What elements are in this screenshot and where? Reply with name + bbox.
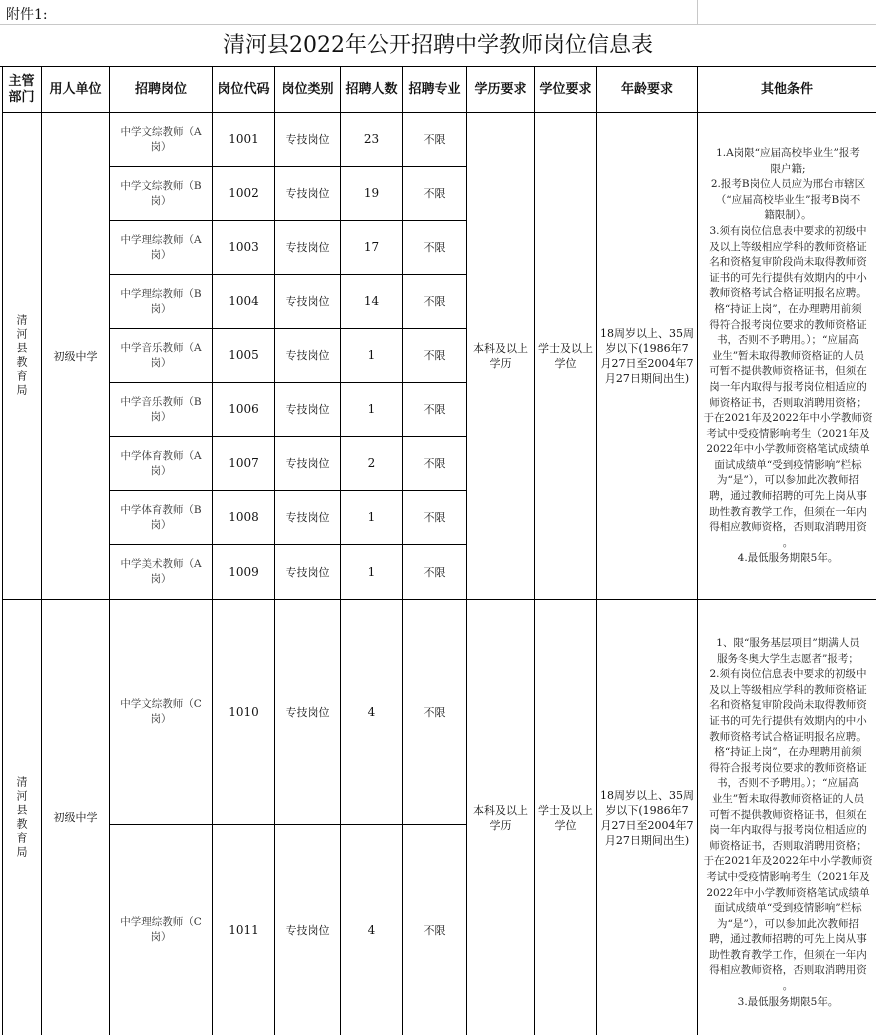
- table-row-count: 17: [341, 221, 403, 275]
- table-row-category: 专技岗位: [275, 275, 341, 329]
- table-row-major: 不限: [403, 491, 467, 545]
- table-row-count: 1: [341, 329, 403, 383]
- group1-age: 18周岁以上、35周岁以下(1986年7月27日至2004年7月27日期间出生): [597, 113, 698, 600]
- table-row-major: 不限: [403, 600, 467, 825]
- table-row-code: 1006: [213, 383, 275, 437]
- table-row-count: 1: [341, 383, 403, 437]
- header-position: 招聘岗位: [110, 67, 213, 113]
- header-dept: 主管部门: [2, 67, 42, 113]
- table-row-major: 不限: [403, 167, 467, 221]
- header-degree: 学位要求: [535, 67, 597, 113]
- group2-education: 本科及以上学历: [467, 600, 535, 1035]
- table-row-count: 1: [341, 545, 403, 600]
- table-row-code: 1009: [213, 545, 275, 600]
- table-row-category: 专技岗位: [275, 329, 341, 383]
- header-category: 岗位类别: [275, 67, 341, 113]
- table-row-major: 不限: [403, 545, 467, 600]
- group1-dept: 清河县教育局: [2, 113, 42, 600]
- table-row-category: 专技岗位: [275, 221, 341, 275]
- table-row-code: 1004: [213, 275, 275, 329]
- table-row-position: 中学理综教师（A岗）: [110, 221, 213, 275]
- table-row-code: 1005: [213, 329, 275, 383]
- table-row-code: 1001: [213, 113, 275, 167]
- table-row-position: 中学文综教师（A岗）: [110, 113, 213, 167]
- table-row-code: 1002: [213, 167, 275, 221]
- group2-unit: 初级中学: [42, 600, 110, 1035]
- grid-line: [697, 0, 698, 25]
- group1-education: 本科及以上学历: [467, 113, 535, 600]
- table-row-major: 不限: [403, 329, 467, 383]
- header-age: 年龄要求: [597, 67, 698, 113]
- header-major: 招聘专业: [403, 67, 467, 113]
- table-row-code: 1011: [213, 825, 275, 1035]
- table-row-category: 专技岗位: [275, 113, 341, 167]
- table-row-major: 不限: [403, 437, 467, 491]
- attachment-row: [0, 0, 876, 25]
- group1-other: 1.A岗限“应届高校毕业生”报考 限户籍; 2.报考B岗位人员应为邢台市辖区 （“应届高校毕业生”报考B岗不 籍限制）。 3.须有岗位信息表中要求的初级中 及以上等级相应学科的教师资格证 名和资格复审阶段尚未取得教师资 证书的可先行提供有效期内的中小 教师资格考试合格证明报名应聘。 格“持证上岗”，在办理聘用前须 得符合报考岗位要求的教师资格证 书，否则不予聘用。）；“应届高 业生”暂未取得教师资格证的人员 可暂不提供教师资格证书，但须在 岗一年内取得与报考岗位相适应的 师资格证书，否则取消聘用资格； 于在2021年及2022年中小学教师资 考试中受疫情影响考生（2021年及 2022年中小学教师资格笔试成绩单 面试成绩单“受到疫情影响”栏标 为“是”），可以参加此次教师招 聘，通过教师招聘的可先上岗从事 助性教育教学工作，但须在一年内 得相应教师资格，否则取消聘用资 。 4.最低服务期限5年。: [698, 113, 876, 600]
- table-row-category: 专技岗位: [275, 600, 341, 825]
- header-education: 学历要求: [467, 67, 535, 113]
- table-row-category: 专技岗位: [275, 825, 341, 1035]
- table-row-position: 中学体育教师（A岗）: [110, 437, 213, 491]
- page-title: 清河县2022年公开招聘中学教师岗位信息表: [0, 25, 876, 67]
- header-code: 岗位代码: [213, 67, 275, 113]
- table-row-count: 23: [341, 113, 403, 167]
- table-row-count: 1: [341, 491, 403, 545]
- table-row-position: 中学音乐教师（B岗）: [110, 383, 213, 437]
- group2-dept: 清河县教育局: [2, 600, 42, 1035]
- table-row-position: 中学体育教师（B岗）: [110, 491, 213, 545]
- table-row-category: 专技岗位: [275, 491, 341, 545]
- header-other: 其他条件: [698, 67, 876, 113]
- table-row-count: 2: [341, 437, 403, 491]
- table-row-position: 中学文综教师（C岗）: [110, 600, 213, 825]
- group2-degree: 学士及以上学位: [535, 600, 597, 1035]
- table-row-code: 1010: [213, 600, 275, 825]
- table-row-major: 不限: [403, 825, 467, 1035]
- header-unit: 用人单位: [42, 67, 110, 113]
- table-row-position: 中学文综教师（B岗）: [110, 167, 213, 221]
- table-row-position: 中学音乐教师（A岗）: [110, 329, 213, 383]
- table-row-count: 19: [341, 167, 403, 221]
- table-row-major: 不限: [403, 113, 467, 167]
- table-row-major: 不限: [403, 221, 467, 275]
- table-row-code: 1007: [213, 437, 275, 491]
- group1-degree: 学士及以上学位: [535, 113, 597, 600]
- table-row-code: 1008: [213, 491, 275, 545]
- table-row-position: 中学美术教师（A岗）: [110, 545, 213, 600]
- table-row-category: 专技岗位: [275, 167, 341, 221]
- attachment-label: 附件1:: [6, 7, 48, 23]
- table-row-count: 4: [341, 600, 403, 825]
- table-row-count: 4: [341, 825, 403, 1035]
- table-row-category: 专技岗位: [275, 545, 341, 600]
- header-count: 招聘人数: [341, 67, 403, 113]
- table-row-major: 不限: [403, 383, 467, 437]
- group1-unit: 初级中学: [42, 113, 110, 600]
- group2-age: 18周岁以上、35周岁以下(1986年7月27日至2004年7月27日期间出生): [597, 600, 698, 1035]
- group2-other: 1、限“服务基层项目”期满人员 服务冬奥大学生志愿者”报考； 2.须有岗位信息表中要求的初级中 及以上等级相应学科的教师资格证 名和资格复审阶段尚未取得教师资 证书的可先行提供有效期内的中小 教师资格考试合格证明报名应聘。 格“持证上岗”，在办理聘用前须 得符合报考岗位要求的教师资格证 书，否则不予聘用。）；“应届高 业生”暂未取得教师资格证的人员 可暂不提供教师资格证书，但须在 岗一年内取得与报考岗位相适应的 师资格证书，否则取消聘用资格； 于在2021年及2022年中小学教师资 考试中受疫情影响考生（2021年及 2022年中小学教师资格笔试成绩单 面试成绩单“受到疫情影响”栏标 为“是”），可以参加此次教师招 聘，通过教师招聘的可先上岗从事 助性教育教学工作，但须在一年内 得相应教师资格，否则取消聘用资 。 3.最低服务期限5年。: [703, 637, 873, 1008]
- table-row-category: 专技岗位: [275, 383, 341, 437]
- table-row-count: 14: [341, 275, 403, 329]
- table-row-position: 中学理综教师（C岗）: [110, 825, 213, 1035]
- table-row-code: 1003: [213, 221, 275, 275]
- table-row-major: 不限: [403, 275, 467, 329]
- table-row-category: 专技岗位: [275, 437, 341, 491]
- table-row-position: 中学理综教师（B岗）: [110, 275, 213, 329]
